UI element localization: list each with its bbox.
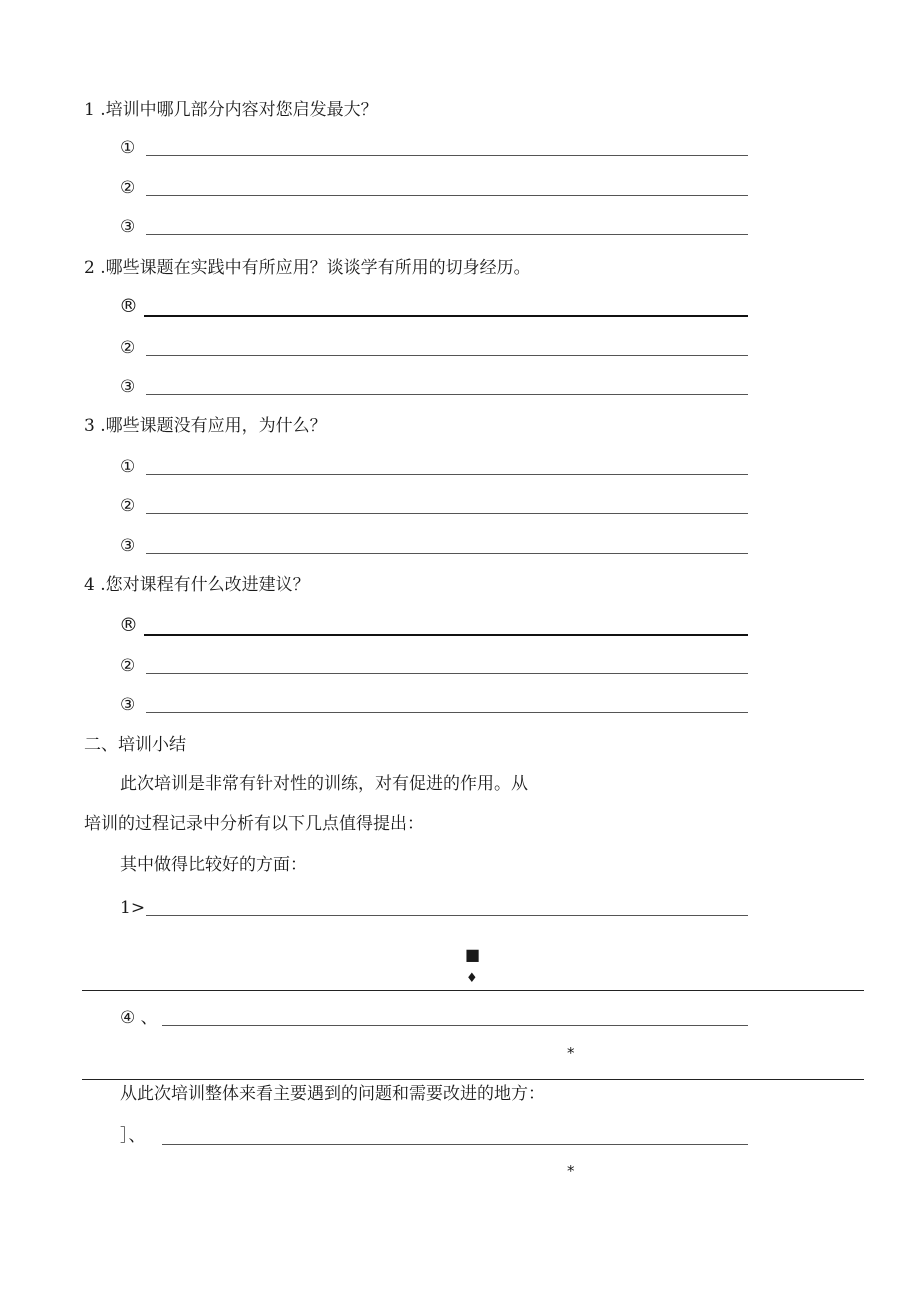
question-3: 3 .哪些课题没有应用，为什么？ bbox=[84, 416, 327, 436]
section-heading: 二、培训小结 bbox=[84, 735, 186, 755]
answer-3-1-line[interactable] bbox=[146, 474, 748, 475]
section-divider-top bbox=[82, 990, 864, 991]
problem-item-1-line[interactable] bbox=[162, 1144, 748, 1145]
problems-heading: 从此次培训整体来看主要遇到的问题和需要改进的地方： bbox=[120, 1084, 545, 1104]
answer-1-3-marker: ③ bbox=[120, 217, 136, 237]
question-4: 4 .您对课程有什么改进建议？ bbox=[84, 575, 310, 595]
answer-2-1-line[interactable] bbox=[144, 315, 748, 317]
answer-1-1-line[interactable] bbox=[146, 155, 748, 156]
answer-2-3-marker: ③ bbox=[120, 377, 136, 397]
answer-2-1-marker: ® bbox=[119, 295, 138, 317]
answer-2-3-line[interactable] bbox=[146, 394, 748, 395]
question-1: 1 .培训中哪几部分内容对您启发最大？ bbox=[84, 100, 378, 120]
square-bullet: ■ bbox=[465, 945, 481, 964]
answer-3-3-marker: ③ bbox=[120, 536, 136, 556]
good-item-1-line[interactable] bbox=[146, 915, 748, 916]
summary-paragraph-line1: 此次培训是非常有针对性的训练，对有促进的作用。从 bbox=[120, 774, 528, 794]
answer-1-2-line[interactable] bbox=[146, 195, 748, 196]
answer-4-1-marker: ® bbox=[119, 614, 138, 636]
good-aspects-heading: 其中做得比较好的方面： bbox=[120, 855, 307, 875]
summary-paragraph-line2: 培训的过程记录中分析有以下几点值得提出： bbox=[84, 814, 424, 834]
answer-3-2-line[interactable] bbox=[146, 513, 748, 514]
answer-1-3-line[interactable] bbox=[146, 234, 748, 235]
section-divider-bottom bbox=[82, 1079, 864, 1080]
answer-2-2-marker: ② bbox=[120, 338, 136, 358]
answer-4-2-marker: ② bbox=[120, 656, 136, 676]
answer-2-2-line[interactable] bbox=[146, 355, 748, 356]
diamond-bullet: ♦ bbox=[466, 971, 478, 986]
problem-item-1-marker: ］、 bbox=[120, 1126, 146, 1146]
good-item-1-marker: 1> bbox=[120, 898, 146, 918]
question-2: 2 .哪些课题在实践中有所应用？谈谈学有所用的切身经历。 bbox=[84, 258, 531, 278]
answer-4-2-line[interactable] bbox=[146, 673, 748, 674]
answer-4-1-line[interactable] bbox=[144, 634, 748, 636]
answer-4-3-marker: ③ bbox=[120, 695, 136, 715]
asterisk-mark-2: * bbox=[567, 1162, 575, 1180]
answer-4-3-line[interactable] bbox=[146, 712, 748, 713]
good-item-4-line[interactable] bbox=[162, 1025, 748, 1026]
answer-1-2-marker: ② bbox=[120, 178, 136, 198]
asterisk-mark: * bbox=[567, 1044, 575, 1062]
answer-3-1-marker: ① bbox=[120, 457, 136, 477]
answer-3-3-line[interactable] bbox=[146, 553, 748, 554]
answer-3-2-marker: ② bbox=[120, 496, 136, 516]
answer-1-1-marker: ① bbox=[120, 138, 136, 158]
good-item-4-marker: ④ 、 bbox=[120, 1008, 158, 1028]
